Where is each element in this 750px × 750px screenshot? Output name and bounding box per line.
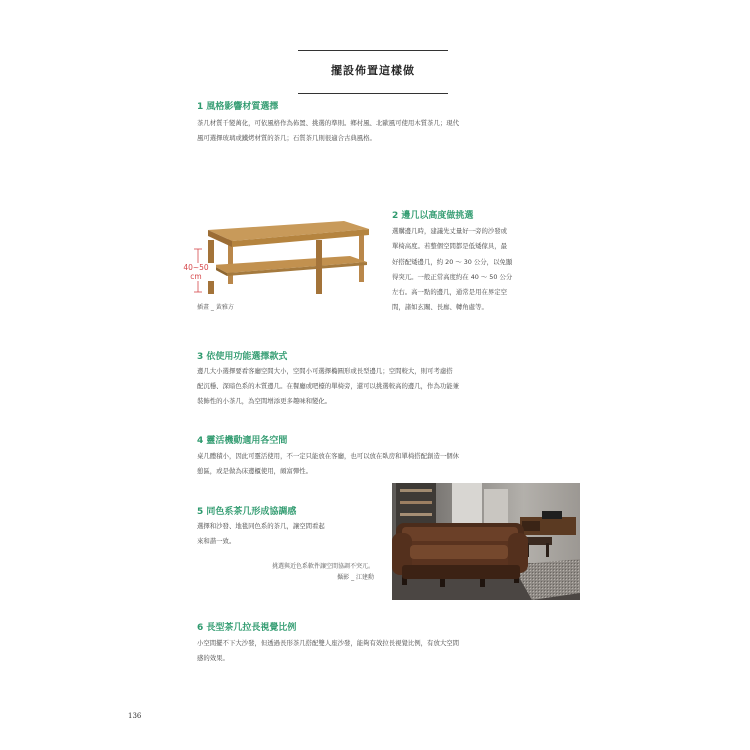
section-3-heading: 3 依使用功能選擇款式: [197, 352, 288, 362]
page-number: 136: [128, 712, 142, 720]
table-leg-front-right: [316, 240, 322, 294]
section-1-line-1: 茶几材質千變萬化，可依風格作為佈置、挑選的準則。鄉村風、北歐風可使用木質茶几；現代: [197, 119, 460, 127]
section-2-line-2: 單椅高度。若整個空間都是低矮傢具，最: [392, 242, 508, 251]
page-title: 擺設佈置這樣做: [331, 64, 415, 77]
section-6-heading: 6 長型茶几拉長視覺比例: [197, 623, 297, 633]
section-1-body: [197, 116, 587, 146]
section-1-line-2: 風可選擇玻璃或鐵烤材質的茶几；石質茶几則很適合古典風格。: [197, 134, 376, 142]
photo-caption-text: 挑選與近色系軟件讓空間協調不突兀。: [271, 563, 374, 570]
height-dimension-label: [176, 263, 216, 281]
section-6-line-1: 小空間擺不下大沙發，但透過長形茶几搭配雙人座沙發，能夠有效拉長視覺比例，有放大空間: [197, 639, 460, 647]
section-2-line-4: 得突兀。一般正常高度約在 40 ～ 50 公分: [392, 272, 513, 281]
section-4-body: [197, 449, 587, 479]
section-2-line-1: 選購邊几時，建議先丈量好一旁的沙發或: [392, 227, 508, 235]
section-2-body: [392, 224, 582, 316]
section-6-body: [197, 636, 587, 666]
section-3-body: [197, 364, 587, 409]
section-2-line-3: 好搭配矮邊几，約 20 ～ 30 公分，以免顯: [392, 257, 513, 266]
section-3-line-1: 邊几大小選擇要看客廳空間大小，空間小可選擇橢圓形或長型邊几；空間較大，則可考慮搭: [197, 367, 453, 375]
table-leg-back-right: [359, 230, 364, 282]
section-4-line-2: 憩區，或是做為床邊櫃使用，頗富彈性。: [197, 467, 313, 475]
section-3-line-3: 裝飾性的小茶几，為空間增添更多趣味和變化。: [197, 397, 332, 405]
section-5-line-2: 來和諧一致。: [197, 537, 236, 545]
dimension-unit: cm: [190, 272, 202, 281]
section-5-line-1: 選擇和沙發、地毯同色系的茶几，讓空間看起: [197, 522, 325, 530]
section-2-line-5: 左右。高一點的邊几，通常是用在界定空: [392, 288, 508, 297]
section-1-heading: 1 風格影響材質選擇: [197, 102, 279, 112]
section-5-heading: 5 同色系茶几形成協調感: [197, 507, 297, 517]
section-2-heading: 2 邊几以高度做挑選: [392, 211, 474, 221]
coffee-table-illustration: [172, 210, 377, 310]
photo-caption: [222, 561, 374, 583]
section-4-line-1: 桌几體積小，因此可靈活使用，不一定只能放在客廳，也可以放在臥房和單椅搭配創造一個休: [197, 452, 460, 460]
section-3-line-2: 配沉穩、深暗色系的木質邊几。在餐廳或吧檯的單椅旁，還可以挑選較高的邊几，作為功能兼: [197, 382, 460, 390]
section-2-line-6: 間，諸如玄關、長廊、轉角處等。: [392, 303, 488, 312]
illustration-caption: 插畫 _ 黃雅方: [197, 304, 234, 311]
photo-credit: 攝影 _ 江建勳: [337, 574, 374, 581]
dimension-value: 40~50: [183, 263, 209, 272]
section-4-heading: 4 靈活機動適用各空間: [197, 436, 288, 446]
living-room-photo: [392, 483, 580, 600]
section-6-line-2: 感的效果。: [197, 654, 229, 662]
section-5-body: [197, 519, 382, 549]
